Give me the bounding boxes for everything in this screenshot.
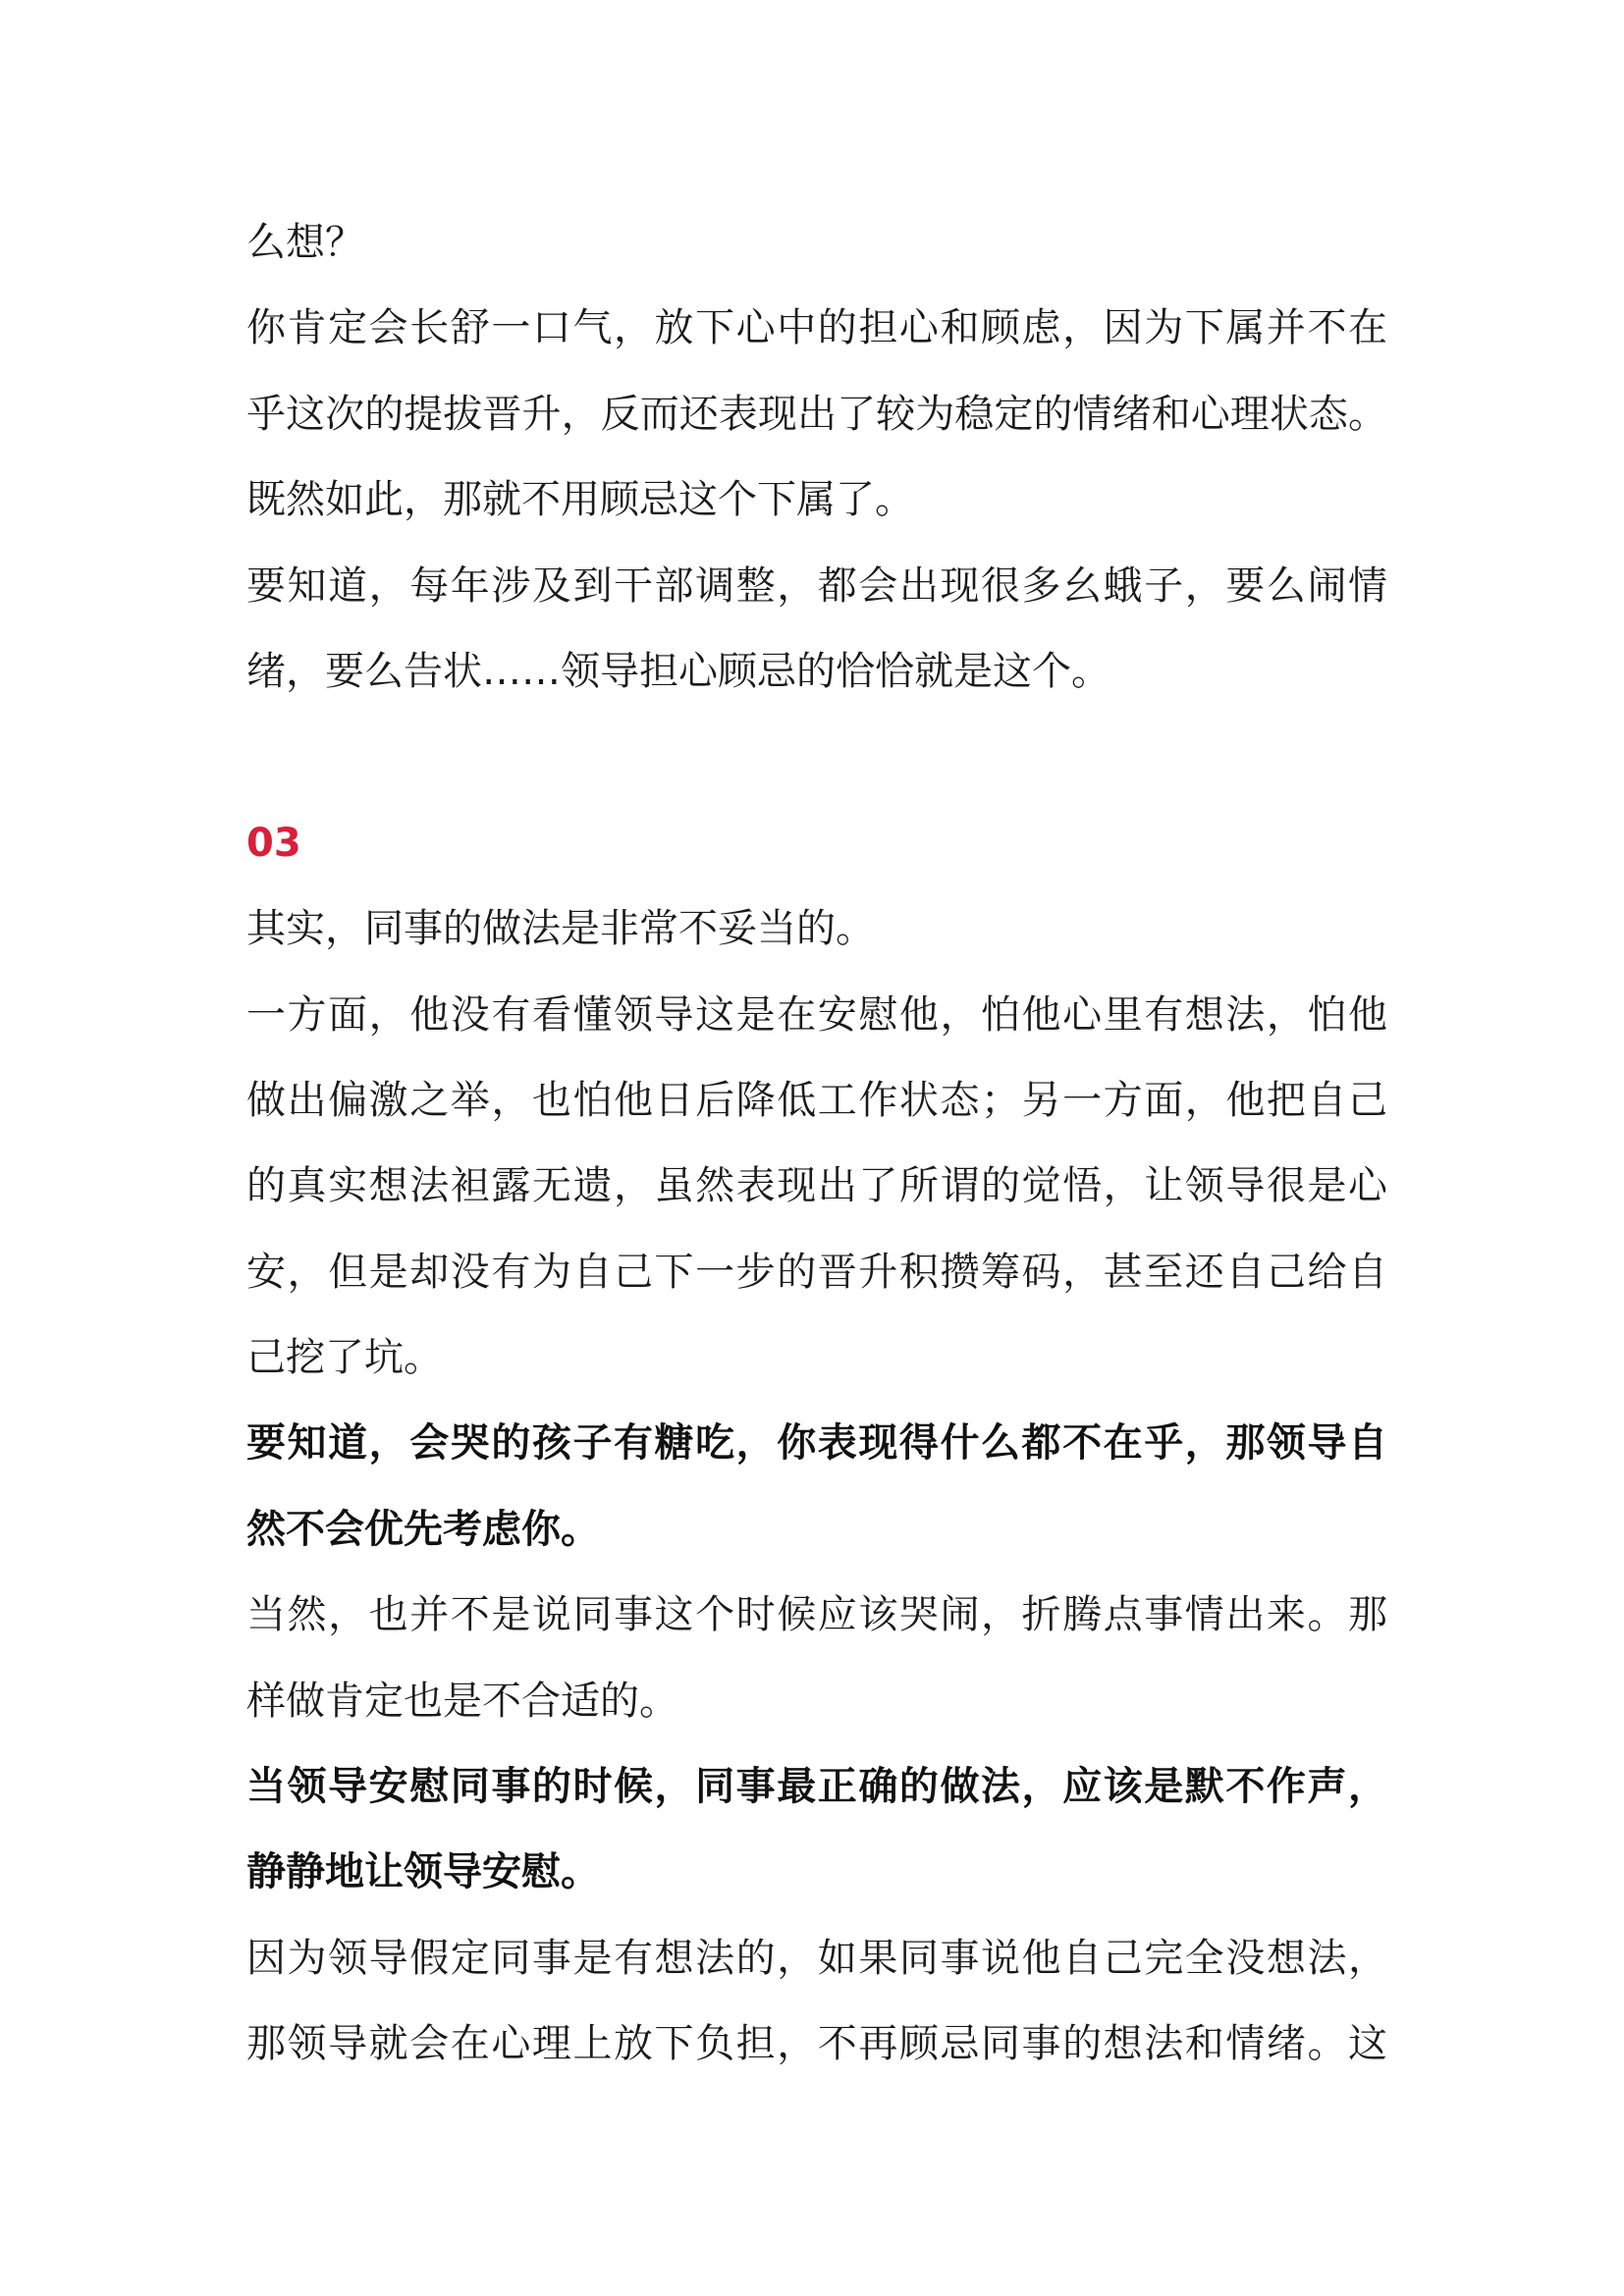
text-line: 己挖了坑。 xyxy=(246,1335,443,1381)
paragraph xyxy=(246,544,1387,716)
paragraph xyxy=(246,886,1387,972)
text-line: 做出偏激之举，也怕他日后降低工作状态；另一方面，他把自己 xyxy=(246,1077,1387,1123)
text-line: 你肯定会长舒一口气，放下心中的担心和顾虑，因为下属并不在 xyxy=(246,305,1387,351)
text-line: 当领导安慰同事的时候，同事最正确的做法，应该是默不作声， xyxy=(246,1764,1387,1810)
text-line: 安，但是却没有为自己下一步的晋升积攒筹码，甚至还自己给自 xyxy=(246,1249,1387,1295)
text-line: 因为领导假定同事是有想法的，如果同事说他自己完全没想法， xyxy=(246,1935,1387,1981)
text-line: 其实，同事的做法是非常不妥当的。 xyxy=(246,906,875,952)
text-line: 要知道，会哭的孩子有糖吃，你表现得什么都不在乎，那领导自 xyxy=(246,1420,1387,1467)
text-line: 的真实想法袒露无遗，虽然表现出了所谓的觉悟，让领导很是心 xyxy=(246,1163,1387,1209)
text-line: 绪，要么告状……领导担心顾忌的恰恰就是这个。 xyxy=(246,648,1110,694)
text-line: 么想？ xyxy=(246,220,364,265)
paragraph xyxy=(246,973,1387,1402)
paragraph xyxy=(246,457,1387,543)
text-line: 既然如此，那就不用顾忌这个下属了。 xyxy=(246,477,914,523)
blank-line xyxy=(246,715,1387,800)
bold-paragraph xyxy=(246,1744,1387,1916)
text-line: 当然，也并不是说同事这个时候应该哭闹，折腾点事情出来。那 xyxy=(246,1592,1387,1638)
paragraph xyxy=(246,1573,1387,1744)
section-number-heading: 03 xyxy=(246,820,301,866)
paragraph xyxy=(246,286,1387,457)
text-line: 乎这次的提拔晋升，反而还表现出了较为稳定的情绪和心理状态。 xyxy=(246,391,1387,437)
bold-paragraph xyxy=(246,1401,1387,1573)
document-body xyxy=(246,200,1387,2088)
text-line: 那领导就会在心理上放下负担，不再顾忌同事的想法和情绪。这 xyxy=(246,2021,1387,2067)
paragraph xyxy=(246,1916,1387,2088)
paragraph xyxy=(246,200,1387,286)
text-line: 样做肯定也是不合适的。 xyxy=(246,1678,678,1724)
text-line: 静静地让领导安慰。 xyxy=(246,1849,600,1896)
text-line: 然不会优先考虑你。 xyxy=(246,1506,600,1552)
text-line: 一方面，他没有看懂领导这是在安慰他，怕他心里有想法，怕他 xyxy=(246,991,1387,1038)
text-line: 要知道，每年涉及到干部调整，都会出现很多幺蛾子，要么闹情 xyxy=(246,562,1387,609)
